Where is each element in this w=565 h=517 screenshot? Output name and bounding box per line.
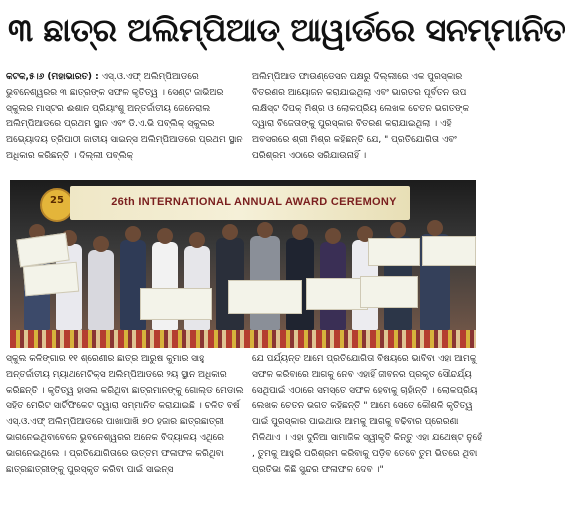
paragraph-text: ଯେ ପର୍ଯ୍ୟନ୍ତ ଆମେ ପ୍ରତିଯୋଗିତା ବିଷୟରେ ଭାବିବା ଏହା ଆମକୁ ସଫଳ କରିବାରେ ଆଗକୁ ନେବ ଏହାହିଁ ଜୀବନର ପ୍ରକୃତ ସୌନ୍ଦର୍ଯ୍ୟ ସେଥିପାଇଁ ଏଠାରେ ସମସ୍ତେ ସଫଳ ହେବାକୁ ଚାହାଁନ୍ତି । ଲୋକପ୍ରିୟ ଲେଖକ ଚେତନ ଭଗତ କହିଛନ୍ତି " ଆମେ ସେତେ କୌଶଳି କୃତିତ୍ୱ ପାଇଁ ପୁରସ୍କାର ପାଇଥାଉ ଆମକୁ ଆଗକୁ ବଢିବାର ପ୍ରେରଣା ମିଳିଥାଏ । ଏହା ଦୁନିଆ ସାମାଜିକ ସ୍ୱୀକୃତି କିନ୍ତୁ ଏହା ଯଥେଷ୍ଟ ନୁହେଁ , ତୁମକୁ ଆହୁରି ପରିଶ୍ରମ କରିବାକୁ ପଡ଼ିବ ତେବେ ତୁମ ଭିତରେ ଥିବା ପ୍ରତିଭା କିଛି ସୁନ୍ଦର ଫଳାଫଳ ଦେବ ।" <box>252 354 483 475</box>
certificate <box>140 288 212 320</box>
award-ceremony-photo <box>10 180 476 348</box>
person-head <box>93 236 109 252</box>
person-head <box>257 222 273 238</box>
article-column-bottom-left <box>6 352 244 478</box>
dateline: କଟକ,୫।୬ (ମହାଭାରତ) : <box>6 72 99 82</box>
headline: ୩ ଛାତ୍ର ଅଲିମ୍ପିଆଡ୍ ଆୱାର୍ଡରେ ସନମ୍ମାନିତ <box>8 11 565 49</box>
person-head <box>189 232 205 248</box>
article-column-top-left <box>6 70 244 165</box>
person-head <box>292 224 308 240</box>
flower-decoration <box>10 330 476 348</box>
paragraph-text: ଏସ୍.ଓ.ଏଫ୍ ଅଲିମ୍ପିଆଡରେ ଭୁବନେଶ୍ୱରର ୩ ଛାତ୍ରଙ୍କ ସଫଳ କୃତିତ୍ୱ । ସେଣ୍ଟ ଜାଭିଅର ସ୍କୁଲର ମାସ୍ଟର ଈଶାନ ପ୍ରିୟାଂଶୁ ଅନ୍ତର୍ଜାତୀୟ ଜେନେରାଲ ଅଲିମ୍ପିଆଡରେ ପ୍ରଥମ ସ୍ଥାନ ଏବଂ ଡି.ଏ.ଭି ପବ୍ଲିକ୍ ସ୍କୁଲର ଅଭ୍ୟୋଦୟ ତ୍ରିପାଠୀ ଜାତୀୟ ସାଇନ୍ସ ଅଲିମ୍ପିଆଡରେ ପ୍ରଥମ ସ୍ଥାନ ଅଧିକାର କରିଛନ୍ତି । ଦିଲ୍ଲୀ ପବ୍ଲିକ୍ <box>6 72 243 161</box>
certificate <box>422 236 476 266</box>
certificate <box>306 278 368 310</box>
person-head <box>390 222 406 238</box>
certificate <box>228 280 302 314</box>
paragraph-text: ସ୍କୁଲ କଳିଙ୍ଗାର ୧୧ ଶ୍ରେଣୀର ଛାତ୍ର ଆରୁଷ କୁମାର ସାହୁ ଅନ୍ତର୍ଜାତୀୟ ମ୍ୟାଥମେଟିକ୍ସ ଅଲିମ୍ପିଆଡରେ ୨ୟ ସ୍ଥାନ ଅଧିକାର କରିଛନ୍ତି । କୃତିତ୍ୱ ହାସଲ କରିଥିବା ଛାତ୍ରମାନଙ୍କୁ ଗୋଲ୍ଡ ମେଡାଲ ସହିତ ମେରିଟ ସାର୍ଟିଫିକେଟ ଦ୍ୱାରା ସମ୍ମାନିତ କରାଯାଇଛି । ଚଳିତ ବର୍ଷ ଏସ୍.ଓ.ଏଫ୍ ଅଲିମ୍ପିଆଡରେ ପାଖାପାଖି ୭୦ ହଜାର ଛାତ୍ରଛାତ୍ରୀ ଭାଗନେଇଥିବାବେଳେ ଭୁବନେଶ୍ୱରର ଅନେକ ବିଦ୍ୟାଳୟ ଏଥିରେ ଭାଗନେଇଥିଲେ । ପ୍ରତିଯୋଗିତାରେ ଉତ୍ତମ ଫଳାଫଳ କରିଥିବା ଛାତ୍ରଛାତ୍ରୀଙ୍କୁ ପୁରସ୍କୃତ କରିବା ପାଇଁ ସାଇନ୍ସ <box>6 354 244 475</box>
person-head <box>157 228 173 244</box>
person-head <box>427 220 443 236</box>
banner-text: 26th INTERNATIONAL ANNUAL AWARD CEREMONY <box>111 196 397 208</box>
person-head <box>222 224 238 240</box>
article-column-top-right <box>252 70 484 165</box>
emblem-number: 25 <box>50 195 64 206</box>
certificate <box>23 262 79 297</box>
certificate <box>360 276 418 308</box>
person-head <box>325 228 341 244</box>
person-figure <box>88 250 114 330</box>
person-head <box>125 226 141 242</box>
article-column-bottom-right <box>252 352 484 478</box>
certificate <box>368 238 420 266</box>
paragraph-text: ଅଲିମ୍ପିଆଡ ଫାଉଣ୍ଡେସନ ପକ୍ଷରୁ ଦିଲ୍ଲୀରେ ଏକ ପୁରସ୍କାର ବିତରଣର ଆୟୋଜନ କରାଯାଇଥିଲା ଏବଂ ଭାରତର ପୂର୍ବତନ ଉପ ଲକ୍ଷିସ୍ଟ ଦିପକ୍ ମିଶ୍ର ଓ ଲୋକପ୍ରିୟ ଲେଖକ ଚେତନ ଭଗତଙ୍କ ଦ୍ୱାରା ବିଜେତାଙ୍କୁ ପୁରସ୍କାର ବିତରଣ କରାଯାଇଥିଲା । ଏହି ଅବସରରେ ଶ୍ରୀ ମିଶ୍ର କହିଛନ୍ତି ଯେ, " ପ୍ରତିଯୋଗିତା ଏବଂ ପରିଶ୍ରମ ଏଠାରେ ସରିଯାଉନାହିଁ । <box>252 72 470 161</box>
